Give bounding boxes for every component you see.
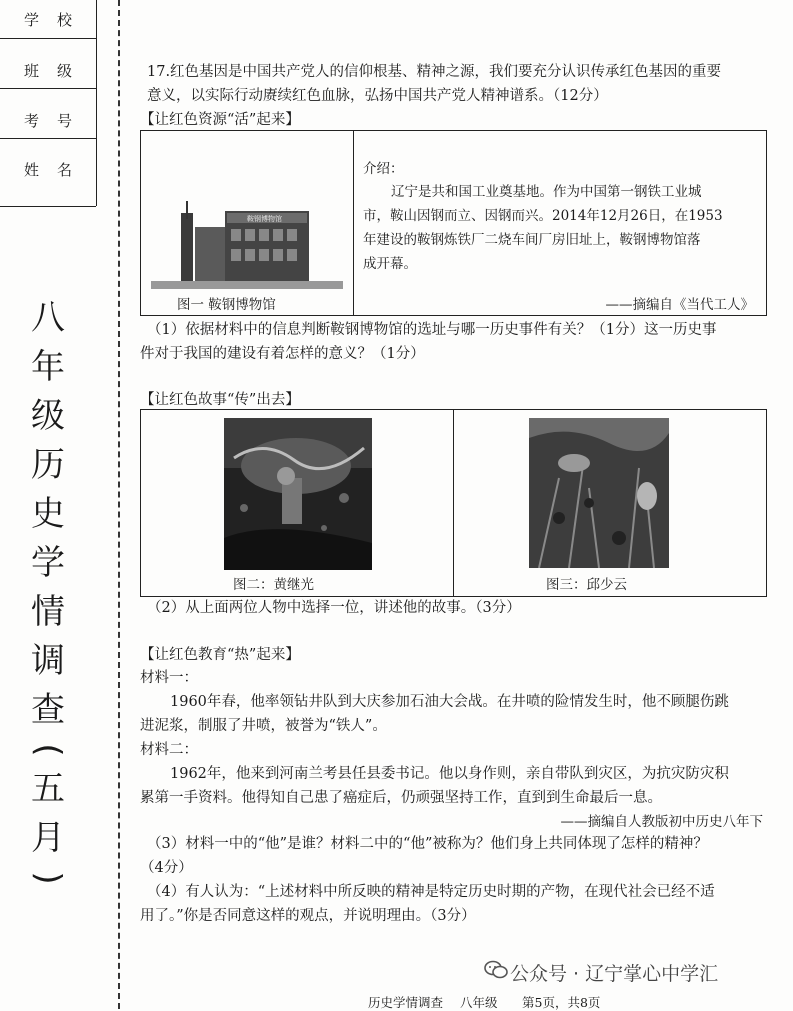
section3-title: 【让红色教育“热”起来】 xyxy=(140,647,300,663)
title-paren-open: ( xyxy=(28,743,68,757)
huang-jiguang-photo xyxy=(224,418,372,570)
section1-title: 【让红色资源“活”起来】 xyxy=(140,112,300,128)
material2-label: 材料二： xyxy=(140,742,198,758)
question-intro-line2: 意义，以实际行动赓续红色血脉，弘扬中国共产党人精神谱系。（12分） xyxy=(147,88,608,104)
title-char: 年 xyxy=(31,347,65,387)
title-char: 八 xyxy=(31,298,65,338)
figure2-caption: 图二：黄继光 xyxy=(233,577,314,593)
museum-sign-text: 鞍钢博物馆 xyxy=(247,215,282,223)
question-intro-line1: 17.红色基因是中国共产党人的信仰根基、精神之源，我们要充分认识传承红色基因的重要 xyxy=(147,64,722,80)
q1-line1: （1）依据材料中的信息判断鞍钢博物馆的选址与哪一历史事件有关？（1分）这一历史事 xyxy=(147,322,717,338)
title-char: 史 xyxy=(31,494,65,534)
name-row xyxy=(0,138,96,206)
q4-line2: 用了。”你是否同意这样的观点，并说明理由。（3分） xyxy=(140,908,476,924)
school-row xyxy=(0,0,96,39)
title-char: 五 xyxy=(31,769,65,809)
footer-grade: 八年级 xyxy=(460,995,498,1010)
exam-number-label: 考号 xyxy=(23,112,90,130)
q4-line1: （4）有人认为：“上述材料中所反映的精神是特定历史时期的产物，在现代社会已经不适 xyxy=(147,884,715,900)
material1-line: 1960年春，他率领钻井队到大庆参加石油大会战。在井喷的险情发生时，他不顾腿伤跳 xyxy=(170,694,729,710)
material2-line: 累第一手资料。他得知自己患了癌症后，仍顽强坚持工作，直到到生命最后一息。 xyxy=(140,790,662,806)
qiu-shaoyun-photo xyxy=(529,418,669,568)
q2-text: （2）从上面两位人物中选择一位，讲述他的故事。（3分） xyxy=(147,600,521,616)
figure3-caption: 图三：邱少云 xyxy=(546,577,627,593)
figure1-caption: 图一 鞍钢博物馆 xyxy=(177,297,276,313)
footer-page: 第5页，共8页 xyxy=(522,995,601,1010)
footer-subject: 历史学情调查 xyxy=(368,995,444,1010)
fold-dashed-line xyxy=(118,0,120,1009)
class-row xyxy=(0,38,96,89)
qiu-shaoyun-graphic xyxy=(529,418,669,568)
huang-jiguang-graphic xyxy=(224,418,372,570)
intro-line: 市，鞍山因钢而立、因钢而兴。2014年12月26日，在1953 xyxy=(363,208,723,224)
material1-line: 进泥浆，制服了井喷，被誉为“铁人”。 xyxy=(140,718,387,734)
section2-title: 【让红色故事“传”出去】 xyxy=(140,392,300,408)
heroes-panel xyxy=(140,409,767,597)
material2-line: 1962年，他来到河南兰考县任县委书记。他以身作则，亲自带队到灾区，为抗灾防灾积 xyxy=(170,766,729,782)
title-char: 调 xyxy=(31,641,65,681)
intro-line: 成开幕。 xyxy=(363,256,417,272)
q3-line1: （3）材料一中的“他”是谁？材料二中的“他”被称为？他们身上共同体现了怎样的精神？ xyxy=(147,836,708,852)
title-char: 查 xyxy=(31,690,65,730)
school-label: 学校 xyxy=(23,11,90,29)
intro-source: ——摘编自《当代工人》 xyxy=(605,297,754,313)
museum-photo-graphic xyxy=(151,199,343,289)
watermark-text: 公众号 · 辽宁掌心中学汇 xyxy=(510,963,719,985)
material1-label: 材料一： xyxy=(140,670,198,686)
museum-material-panel xyxy=(140,130,767,316)
vertical-exam-title xyxy=(22,294,74,893)
name-label: 姓名 xyxy=(23,161,90,179)
title-char: 月 xyxy=(31,818,65,858)
wechat-icon xyxy=(484,960,508,984)
q1-line2: 件对于我国的建设有着怎样的意义？（1分） xyxy=(140,346,425,362)
intro-label: 介绍： xyxy=(363,161,404,177)
student-info-box xyxy=(0,0,97,206)
info-box-bottom-line xyxy=(0,206,96,207)
museum-photo xyxy=(151,199,343,289)
title-paren-close: ) xyxy=(28,871,68,885)
title-char: 学 xyxy=(31,543,65,583)
intro-line: 年建设的鞍钢炼铁厂二烧车间厂房旧址上，鞍钢博物馆落 xyxy=(363,232,701,248)
materials-source: ——摘编自人教版初中历史八年下 xyxy=(560,814,763,830)
q3-line2: （4分） xyxy=(140,860,193,876)
panel-divider xyxy=(353,131,354,315)
title-char: 级 xyxy=(31,396,65,436)
title-char: 情 xyxy=(31,592,65,632)
title-char: 历 xyxy=(31,445,65,485)
panel-divider xyxy=(453,410,454,596)
exam-number-row xyxy=(0,88,96,139)
class-label: 班级 xyxy=(23,62,90,80)
intro-line: 辽宁是共和国工业奠基地。作为中国第一钢铁工业城 xyxy=(391,184,702,200)
